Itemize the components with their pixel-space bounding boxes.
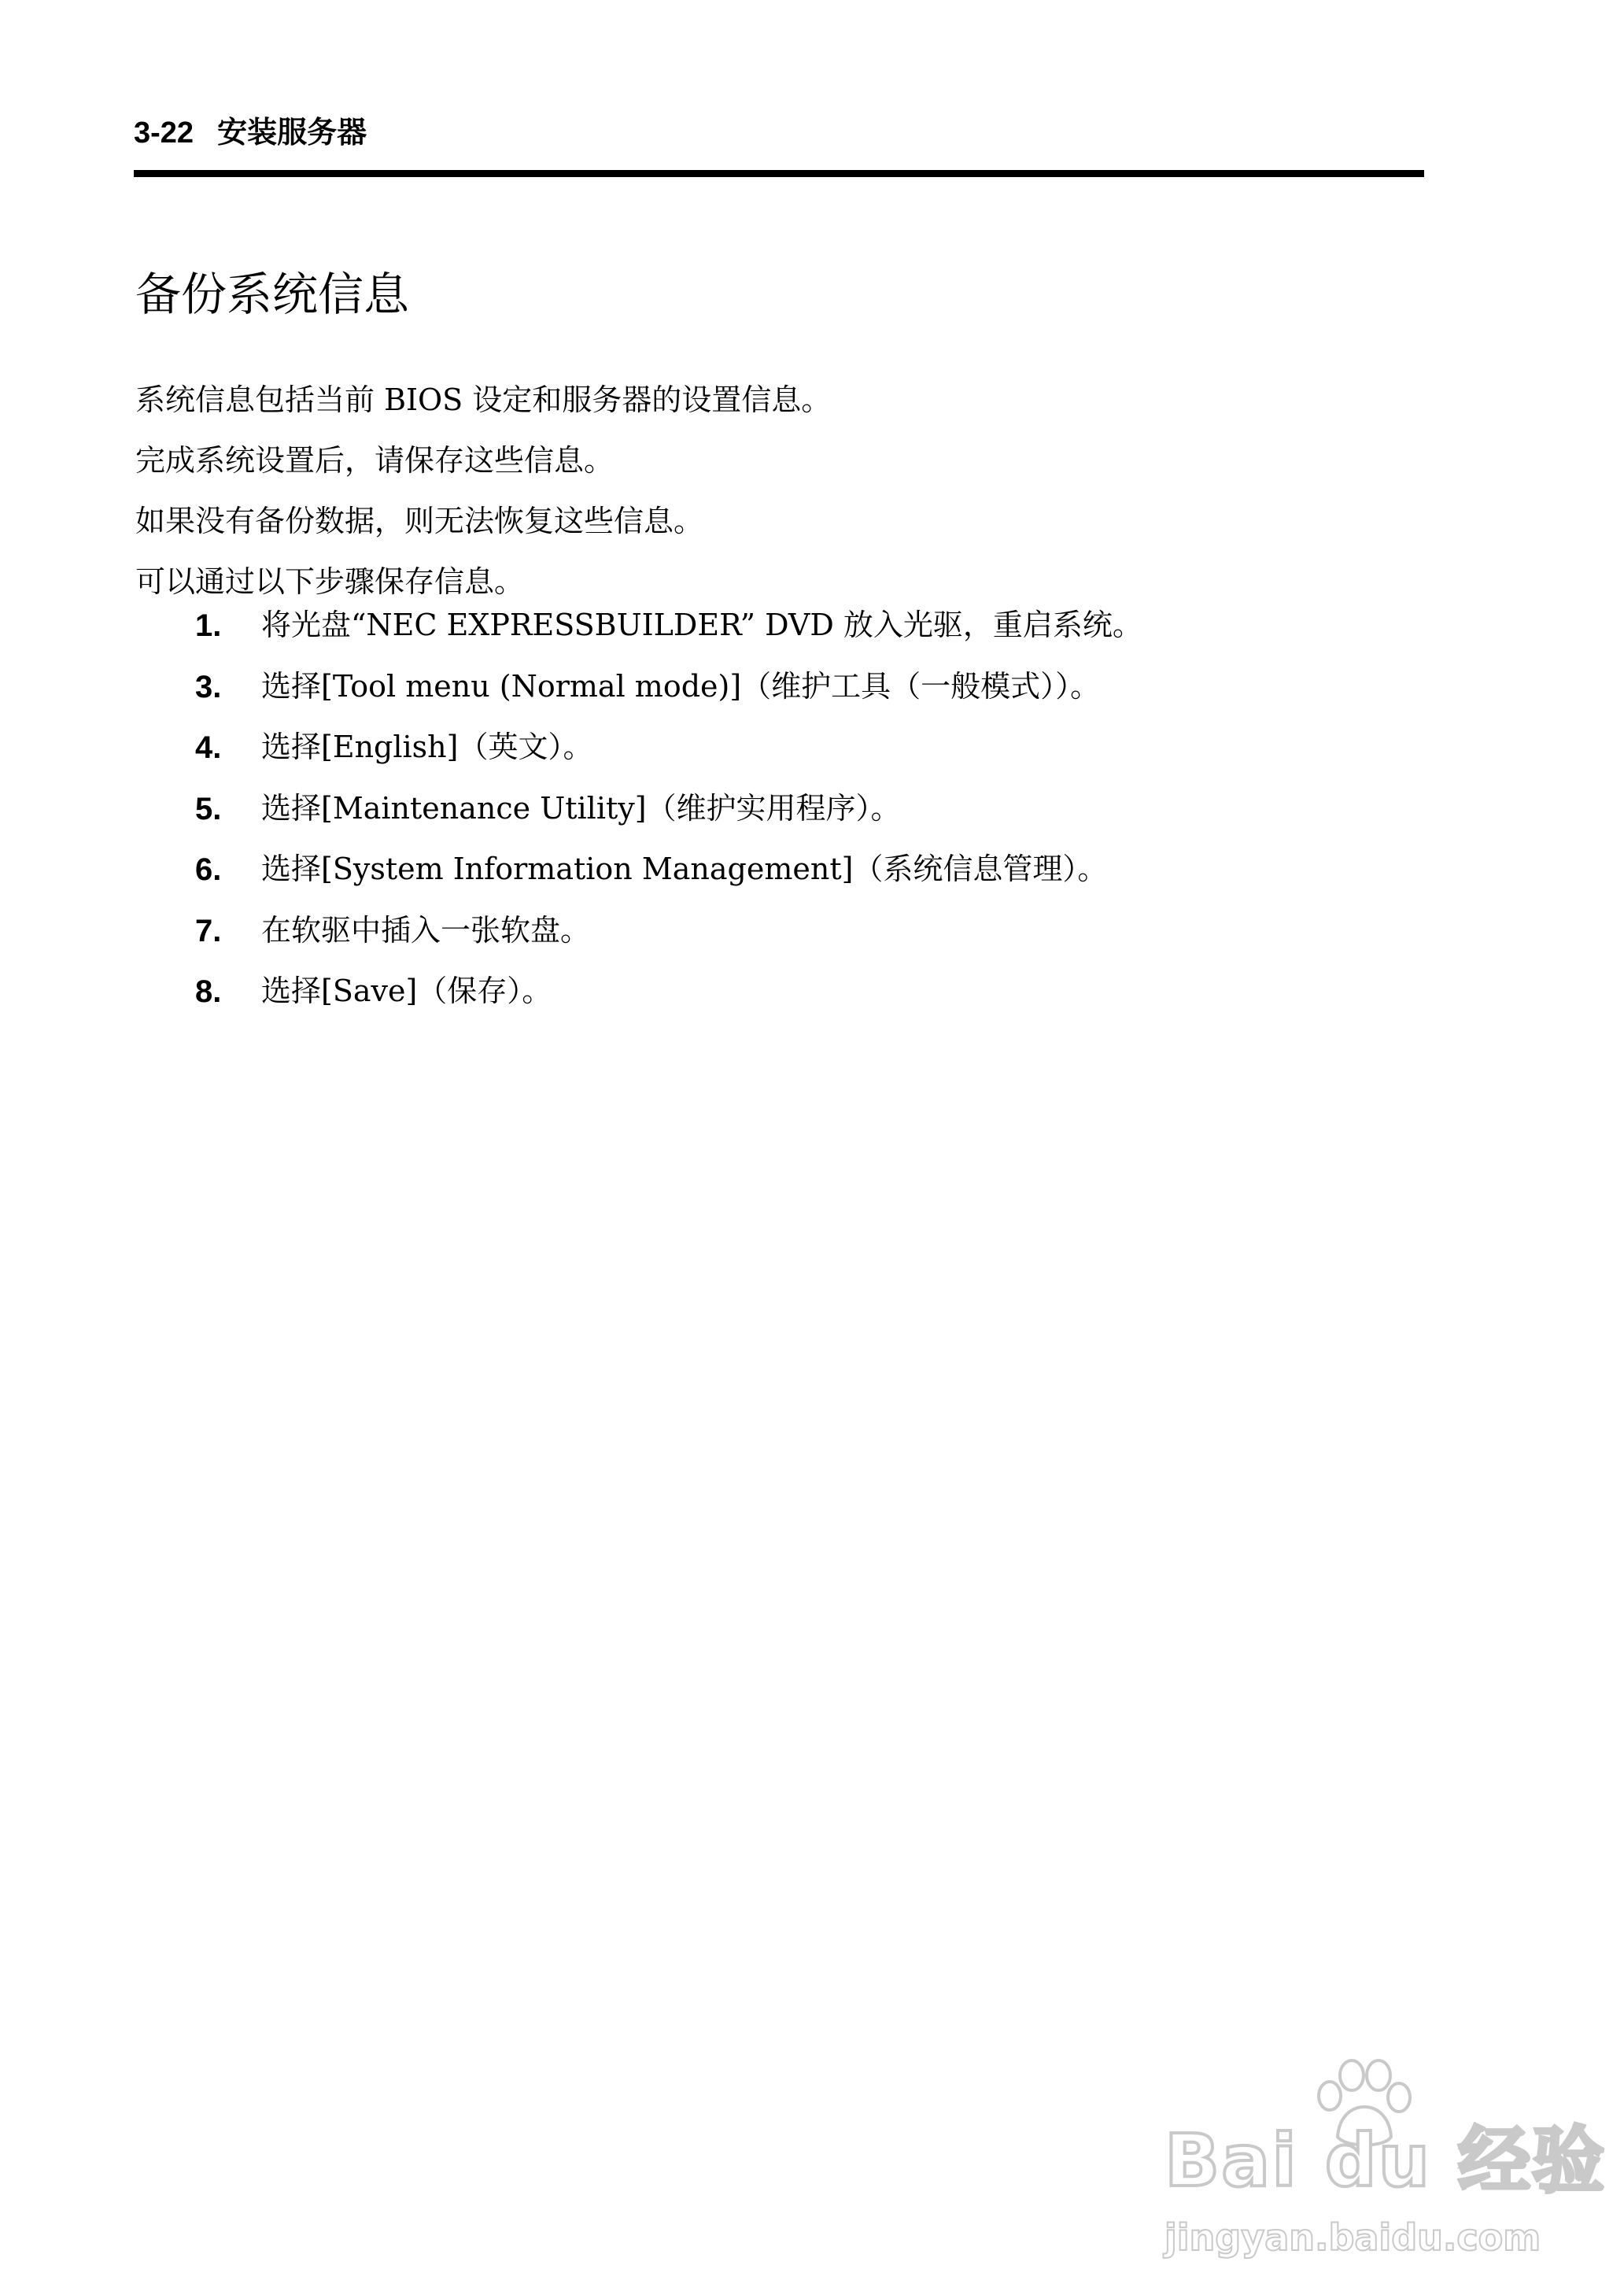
step-number: 8. bbox=[195, 974, 222, 1009]
step-text: 将光盘“NEC EXPRESSBUILDER” DVD 放入光驱，重启系统。 bbox=[261, 608, 1142, 642]
step-number: 7. bbox=[195, 913, 222, 948]
step-text: 在软驱中插入一张软盘。 bbox=[261, 912, 591, 948]
running-header bbox=[134, 118, 367, 148]
step-text: 选择[Tool menu (Normal mode)]（维护工具（一般模式））。 bbox=[261, 668, 1101, 704]
step-number: 1. bbox=[195, 608, 222, 643]
step-text: 选择[Maintenance Utility]（维护实用程序）。 bbox=[261, 790, 901, 826]
intro-line: 完成系统设置后，请保存这些信息。 bbox=[135, 443, 615, 478]
page-number: 3-22 bbox=[134, 116, 194, 150]
step-number: 3. bbox=[195, 669, 222, 704]
baidu-jingyan-watermark bbox=[1164, 2058, 1607, 2271]
step-text: 选择[English]（英文）。 bbox=[261, 730, 593, 764]
intro-line: 可以通过以下步骤保存信息。 bbox=[135, 564, 525, 599]
intro-line: 系统信息包括当前 BIOS 设定和服务器的设置信息。 bbox=[135, 382, 832, 417]
chapter-title: 安装服务器 bbox=[217, 116, 367, 150]
step-number: 6. bbox=[195, 852, 222, 887]
intro-line: 如果没有备份数据，则无法恢复这些信息。 bbox=[135, 504, 704, 538]
step-text: 选择[Save]（保存）。 bbox=[261, 974, 552, 1008]
step-number: 5. bbox=[195, 791, 222, 826]
watermark-url: jingyan.baidu.com bbox=[1164, 2216, 1541, 2259]
intro-paragraphs bbox=[135, 370, 831, 612]
step-text: 选择[System Information Management]（系统信息管理）。 bbox=[261, 852, 1108, 886]
step-number: 4. bbox=[195, 730, 222, 765]
section-title: 备份系统信息 bbox=[135, 268, 410, 321]
page-header bbox=[134, 110, 1424, 177]
watermark-brand: Bai du 经验 bbox=[1164, 2119, 1607, 2203]
